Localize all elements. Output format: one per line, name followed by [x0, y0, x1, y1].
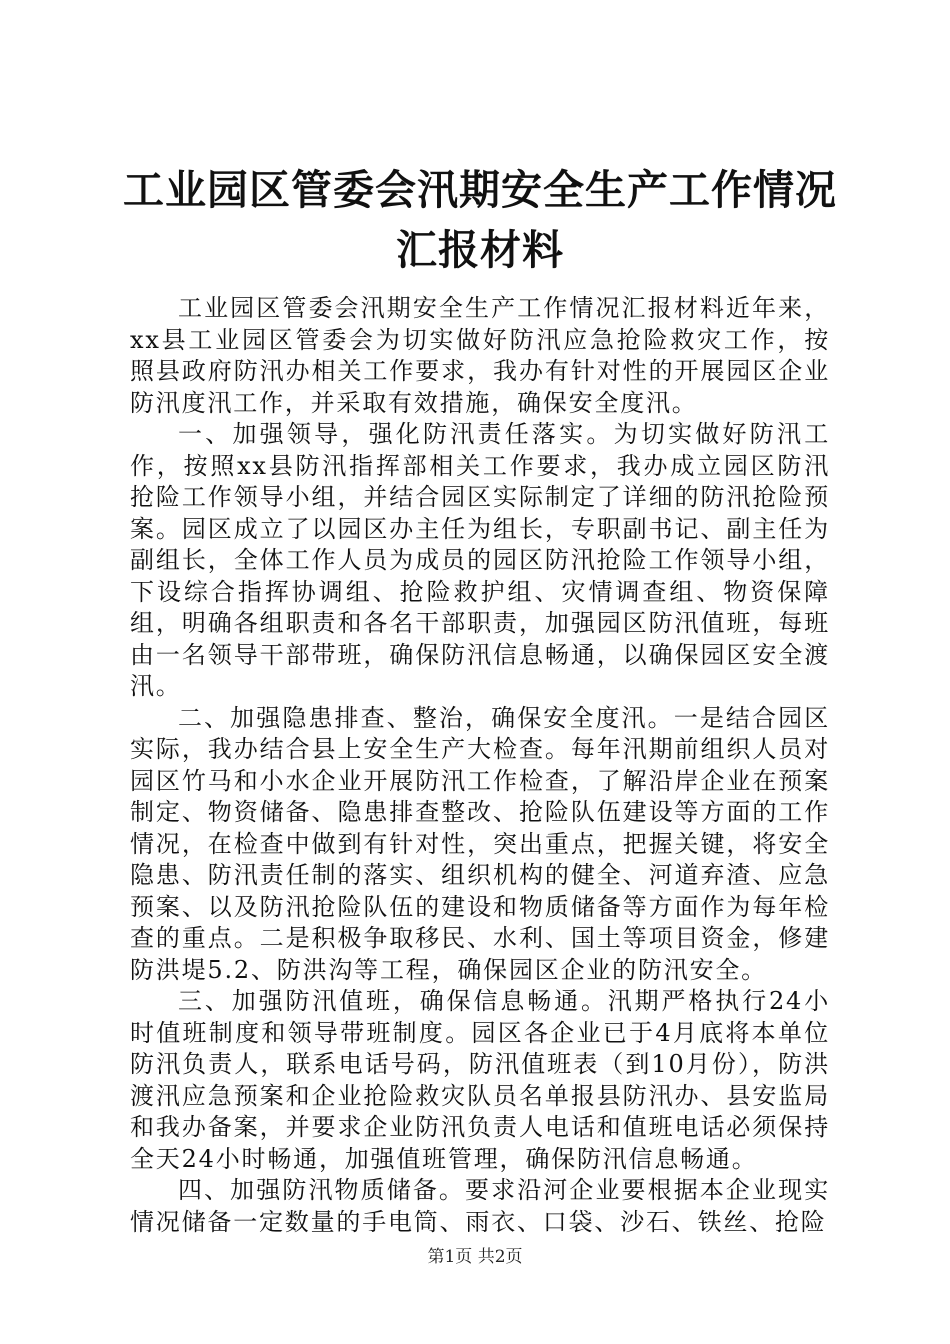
page-footer: 第1页 共2页 — [427, 1247, 523, 1267]
paragraph-section-3: 三、加强防汛值班，确保信息畅通。汛期严格执行24小时值班制度和领导带班制度。园区各企业已于4月底将本单位防汛负责人，联系电话号码，防汛值班表（到10月份），防洪渡汛应急预案和企业抢险救灾队员名单报县防汛办、县安监局和我办备案，并要求企业防汛负责人电话和值班电话必须保持全天24小时畅通，加强值班管理，确保防汛信息畅通。 — [130, 987, 830, 1173]
document-title: 工业园区管委会汛期安全生产工作情况汇报材料 — [123, 166, 837, 274]
paragraph-section-1: 一、加强领导，强化防汛责任落实。为切实做好防汛工作，按照xx县防汛指挥部相关工作要求，我办成立园区防汛抢险工作领导小组，并结合园区实际制定了详细的防汛抢险预案。园区成立了以园区办主任为组长，专职副书记、副主任为副组长，全体工作人员为成员的园区防汛抢险工作领导小组，下设综合指挥协调组、抢险救护组、灾情调查组、物资保障组，明确各组职责和各名干部职责，加强园区防汛值班，每班由一名领导干部带班，确保防汛信息畅通，以确保园区安全渡汛。 — [130, 420, 830, 700]
paragraph-intro: 工业园区管委会汛期安全生产工作情况汇报材料近年来，xx县工业园区管委会为切实做好防汛应急抢险救灾工作，按照县政府防汛办相关工作要求，我办有针对性的开展园区企业防汛度汛工作，并采取有效措施，确保安全度汛。 — [130, 294, 830, 417]
paragraph-section-2: 二、加强隐患排查、整治，确保安全度汛。一是结合园区实际，我办结合县上安全生产大检查。每年汛期前组织人员对园区竹马和小水企业开展防汛工作检查，了解沿岸企业在预案制定、物资储备、隐患排查整改、抢险队伍建设等方面的工作情况，在检查中做到有针对性，突出重点，把握关键，将安全隐患、防汛责任制的落实、组织机构的健全、河道弃渣、应急预案、以及防汛抢险队伍的建设和物质储备等方面作为每年检查的重点。二是积极争取移民、水利、国土等项目资金，修建防洪堤5.2、防洪沟等工程，确保园区企业的防汛安全。 — [130, 703, 830, 984]
document-body — [130, 293, 830, 1238]
paragraph-section-4: 四、加强防汛物质储备。要求沿河企业要根据本企业现实情况储备一定数量的手电筒、雨衣、口袋、沙石、铁丝、抢险 — [130, 1176, 830, 1236]
